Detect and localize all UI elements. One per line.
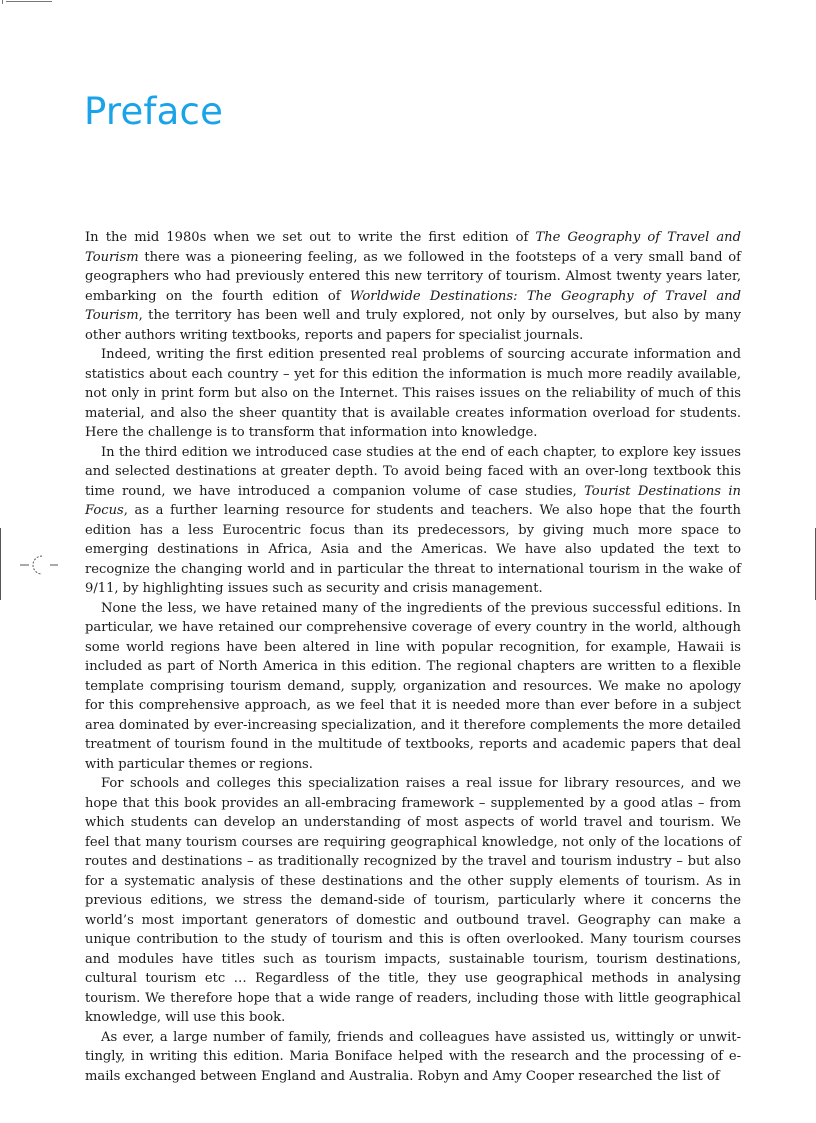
book-title: Worldwide Destinations: The Geography of Travel and Tourism bbox=[85, 288, 741, 323]
paragraph: In the mid 1980s when we set out to write the first edition of The Geography of Travel and Tourism there was a pioneering feeling, as we followed in the footsteps of a very small band of geographers who had previously entered this new territory of tourism. Almost twenty years later, embarking on the fourth edition of Worldwide Destinations: The Geography of Travel and Tourism, the territory has been well and truly explored, not only by ourselves, but also by many other authors writing textbooks, reports and papers for specialist journals. bbox=[85, 230, 741, 343]
paragraph: As ever, a large number of family, friends and colleagues have assisted us, wittingly or unwittingly, in writing this edition. Maria Boniface helped with the research and the processing of e-mails exchanged between England and Australia. Robyn and Amy Cooper researched the list of bbox=[85, 1029, 741, 1084]
paragraph: None the less, we have retained many of the ingredients of the previous successful editions. In particular, we have retained our comprehensive coverage of every country in the world, although some world regions have been altered in line with popular recognition, for example, Hawaii is included as part of North America in this edition. The regional chapters are written to a flexible template comprising tourism demand, supply, organization and resources. We make no apology for this comprehensive approach, as we feel that it is needed more than ever before in a subject area dominated by ever-increasing specialization, and it therefore complements the more detailed treatment of tourism found in the multitude of textbooks, reports and academic papers that deal with particular themes or regions. bbox=[85, 600, 741, 772]
book-title: Tourist Destinations in Focus bbox=[85, 483, 741, 518]
page-title: Preface bbox=[84, 90, 224, 133]
preface-body bbox=[85, 228, 741, 1086]
book-title: The Geography of Travel and Tourism bbox=[85, 230, 741, 265]
paragraph: Indeed, writing the first edition presented real problems of sourcing accurate information and statistics about each country – yet for this edition the information is much more readily available, not only in print form but also on the Internet. This raises issues on the reliability of much of this material, and also the sheer quantity that is available creates information overload for students. Here the challenge is to transform that information into knowledge. bbox=[85, 347, 741, 440]
crop-mark bbox=[0, 0, 52, 4]
paragraph: In the third edition we introduced case studies at the end of each chapter, to explore key issues and selected destinations at greater depth. To avoid being faced with an over-long textbook this time round, we have introduced a companion volume of case studies, Tourist Destinations in Focus, as a further learning resource for students and teachers. We also hope that the fourth edition has a less Eurocentric focus than its predecessors, by giving much more space to emerging destinations in Africa, Asia and the Americas. We have also updated the text to recognize the changing world and in particular the threat to international tourism in the wake of 9/11, by highlighting issues such as security and crisis management. bbox=[85, 444, 741, 596]
registration-mark-icon bbox=[20, 552, 60, 578]
paragraph: For schools and colleges this specialization raises a real issue for library resources, and we hope that this book provides an all-embracing framework – supplemented by a good atlas – from which students can develop an understanding of most aspects of world travel and tourism. We feel that many tourism courses are requiring geographical knowledge, not only of the locations of routes and destinations – as traditionally recognized by the travel and tourism industry – but also for a systematic analysis of these destinations and the other supply elements of tourism. As in previous editions, we stress the demand-side of tourism, particularly where it concerns the world’s most important generators of domestic and outbound travel. Geography can make a unique contribution to the study of tourism and this is often overlooked. Many tourism courses and modules have titles such as tourism impacts, sustainable tourism, tourism destinations, cultural tourism etc … Regardless of the title, they use geographical methods in analysing tourism. We therefore hope that a wide range of readers, including those with little geographical knowledge, will use this book. bbox=[85, 776, 741, 1025]
crop-mark-left bbox=[0, 528, 1, 600]
